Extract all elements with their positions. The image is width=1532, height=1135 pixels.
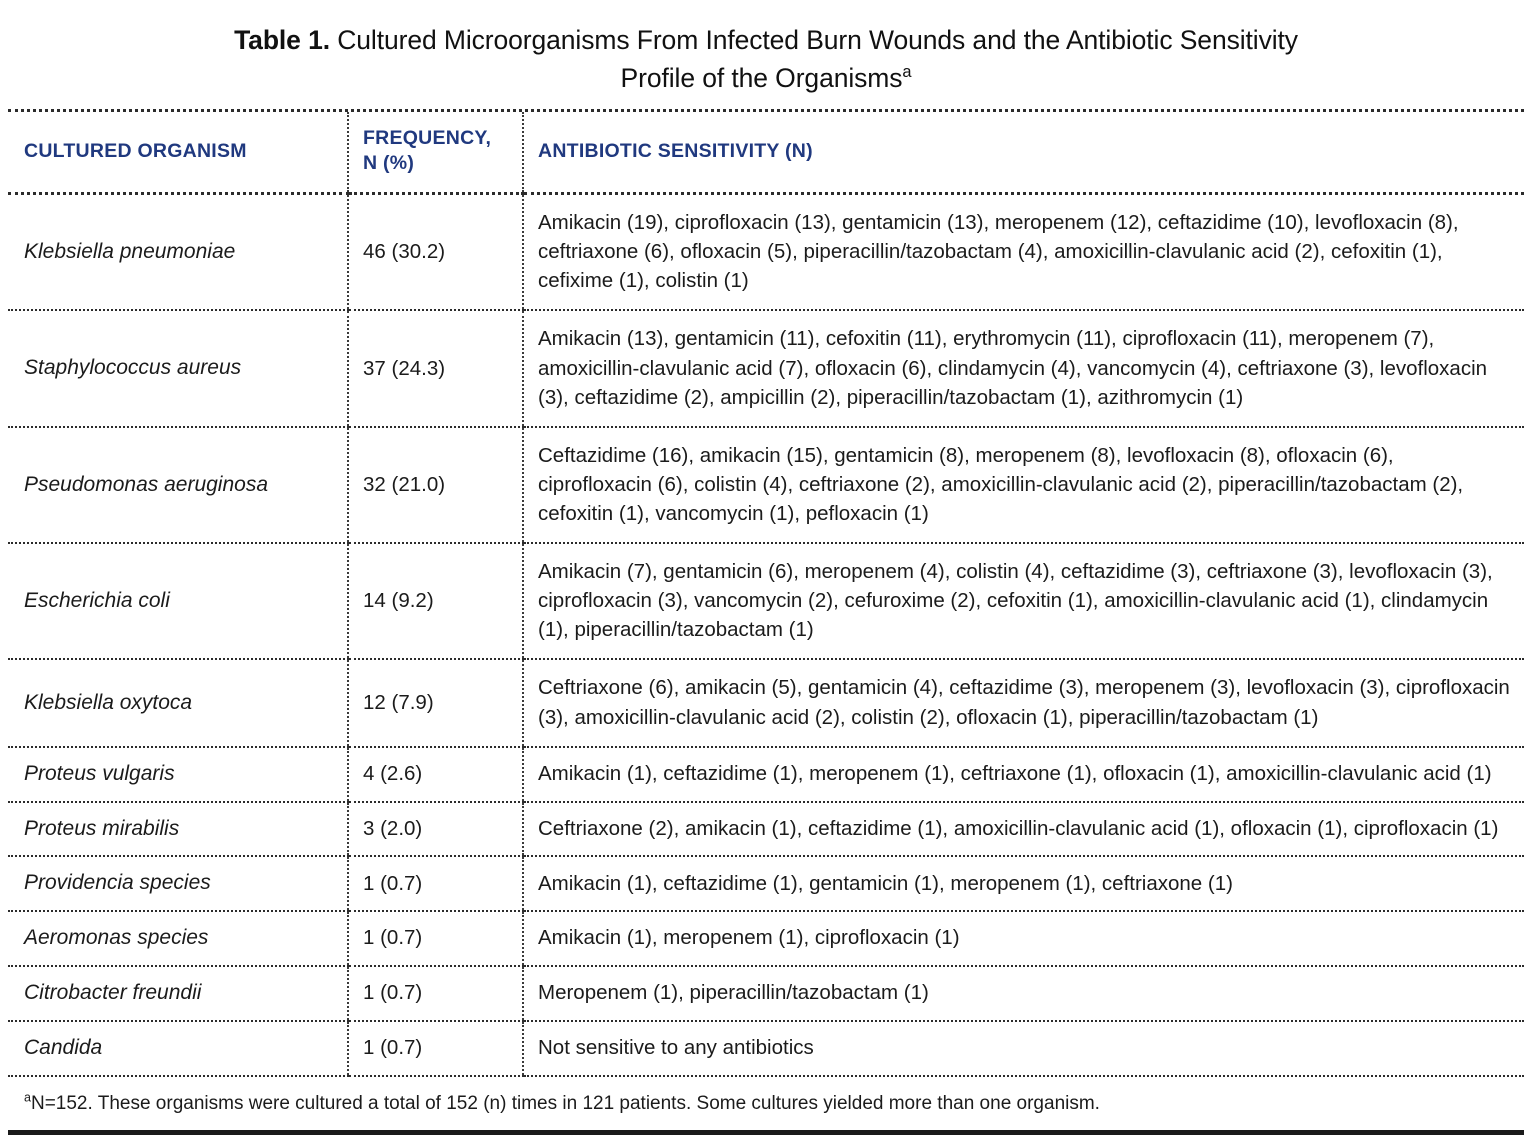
table-row (8, 1021, 1524, 1076)
cell-antibiotic-sensitivity: Not sensitive to any antibiotics (523, 1021, 1524, 1076)
table-row (8, 911, 1524, 966)
table-row (8, 194, 1524, 311)
footnote-text: N=152. These organisms were cultured a total of 152 (n) times in 121 patients. Some cultures yielded more than one organism. (30, 1092, 1100, 1114)
cell-frequency: 1 (0.7) (348, 856, 523, 911)
cell-frequency: 32 (21.0) (348, 427, 523, 543)
cell-antibiotic-sensitivity: Ceftazidime (16), amikacin (15), gentamicin (8), meropenem (8), levofloxacin (8), ofloxacin (6), ciprofloxacin (6), colistin (4), ceftriaxone (2), amoxicillin-clavulanic acid (2), piperacillin/tazobactam (2), cefoxitin (1), vancomycin (1), pefloxacin (1) (523, 427, 1524, 543)
table-caption (0, 0, 1532, 109)
cell-organism: Candida (8, 1021, 348, 1076)
cell-frequency: 46 (30.2) (348, 194, 523, 311)
cell-antibiotic-sensitivity: Amikacin (7), gentamicin (6), meropenem (4), colistin (4), ceftazidime (3), ceftriaxone (3), levofloxacin (3), ciprofloxacin (3), vancomycin (2), cefuroxime (2), cefoxitin (1), amoxicillin-clavulanic acid (1), clindamycin (1), piperacillin/tazobactam (1) (523, 543, 1524, 659)
cell-antibiotic-sensitivity: Ceftriaxone (2), amikacin (1), ceftazidime (1), amoxicillin-clavulanic acid (1), ofloxacin (1), ciprofloxacin (1) (523, 802, 1524, 857)
cell-organism: Escherichia coli (8, 543, 348, 659)
table-header (8, 112, 1524, 193)
table-container (0, 112, 1532, 1076)
cell-antibiotic-sensitivity: Amikacin (1), meropenem (1), ciprofloxacin (1) (523, 911, 1524, 966)
table-row (8, 802, 1524, 857)
cell-organism: Pseudomonas aeruginosa (8, 427, 348, 543)
cell-frequency: 3 (2.0) (348, 802, 523, 857)
table-row (8, 427, 1524, 543)
cell-antibiotic-sensitivity: Amikacin (1), ceftazidime (1), gentamicin (1), meropenem (1), ceftriaxone (1) (523, 856, 1524, 911)
cell-organism: Klebsiella oxytoca (8, 659, 348, 746)
column-header-organism: CULTURED ORGANISM (8, 112, 348, 193)
cell-antibiotic-sensitivity: Amikacin (1), ceftazidime (1), meropenem (1), ceftriaxone (1), ofloxacin (1), amoxicillin-clavulanic acid (1) (523, 747, 1524, 802)
cell-organism: Proteus mirabilis (8, 802, 348, 857)
cell-organism: Proteus vulgaris (8, 747, 348, 802)
table-row (8, 966, 1524, 1021)
column-header-frequency: FREQUENCY, N (%) (348, 112, 523, 193)
cell-organism: Citrobacter freundii (8, 966, 348, 1021)
table-body (8, 194, 1524, 1076)
cell-organism: Providencia species (8, 856, 348, 911)
cell-organism: Aeromonas species (8, 911, 348, 966)
cell-frequency: 1 (0.7) (348, 966, 523, 1021)
column-header-antibiotic: ANTIBIOTIC SENSITIVITY (N) (523, 112, 1524, 193)
table-row (8, 856, 1524, 911)
table-caption-text: Cultured Microorganisms From Infected Burn Wounds and the Antibiotic Sensitivity Profile of the Organisms (329, 25, 1298, 93)
table-footnote (8, 1077, 1524, 1131)
table-header-row (8, 112, 1524, 193)
table-row (8, 659, 1524, 746)
table-bottom-rule (8, 1130, 1524, 1135)
cell-frequency: 37 (24.3) (348, 310, 523, 426)
cultured-organisms-table (8, 112, 1524, 1076)
table-row (8, 747, 1524, 802)
cell-antibiotic-sensitivity: Meropenem (1), piperacillin/tazobactam (1) (523, 966, 1524, 1021)
cell-antibiotic-sensitivity: Ceftriaxone (6), amikacin (5), gentamicin (4), ceftazidime (3), meropenem (3), levofloxacin (3), ciprofloxacin (3), amoxicillin-clavulanic acid (2), colistin (2), ofloxacin (1), piperacillin/tazobactam (1) (523, 659, 1524, 746)
cell-frequency: 1 (0.7) (348, 911, 523, 966)
table-caption-superscript: a (902, 62, 912, 81)
cell-organism: Staphylococcus aureus (8, 310, 348, 426)
cell-antibiotic-sensitivity: Amikacin (13), gentamicin (11), cefoxitin (11), erythromycin (11), ciprofloxacin (11), meropenem (7), amoxicillin-clavulanic acid (7), ofloxacin (6), clindamycin (4), vancomycin (4), ceftriaxone (3), levofloxacin (3), ceftazidime (2), ampicillin (2), piperacillin/tazobactam (1), azithromycin (1) (523, 310, 1524, 426)
cell-organism: Klebsiella pneumoniae (8, 194, 348, 311)
cell-frequency: 14 (9.2) (348, 543, 523, 659)
footnote-superscript: a (24, 1090, 31, 1105)
cell-frequency: 4 (2.6) (348, 747, 523, 802)
cell-frequency: 1 (0.7) (348, 1021, 523, 1076)
table-caption-label: Table 1. (234, 25, 330, 55)
table-row (8, 310, 1524, 426)
cell-antibiotic-sensitivity: Amikacin (19), ciprofloxacin (13), gentamicin (13), meropenem (12), ceftazidime (10), levofloxacin (8), ceftriaxone (6), ofloxacin (5), piperacillin/tazobactam (4), amoxicillin-clavulanic acid (2), cefoxitin (1), cefixime (1), colistin (1) (523, 194, 1524, 311)
cell-frequency: 12 (7.9) (348, 659, 523, 746)
table-row (8, 543, 1524, 659)
